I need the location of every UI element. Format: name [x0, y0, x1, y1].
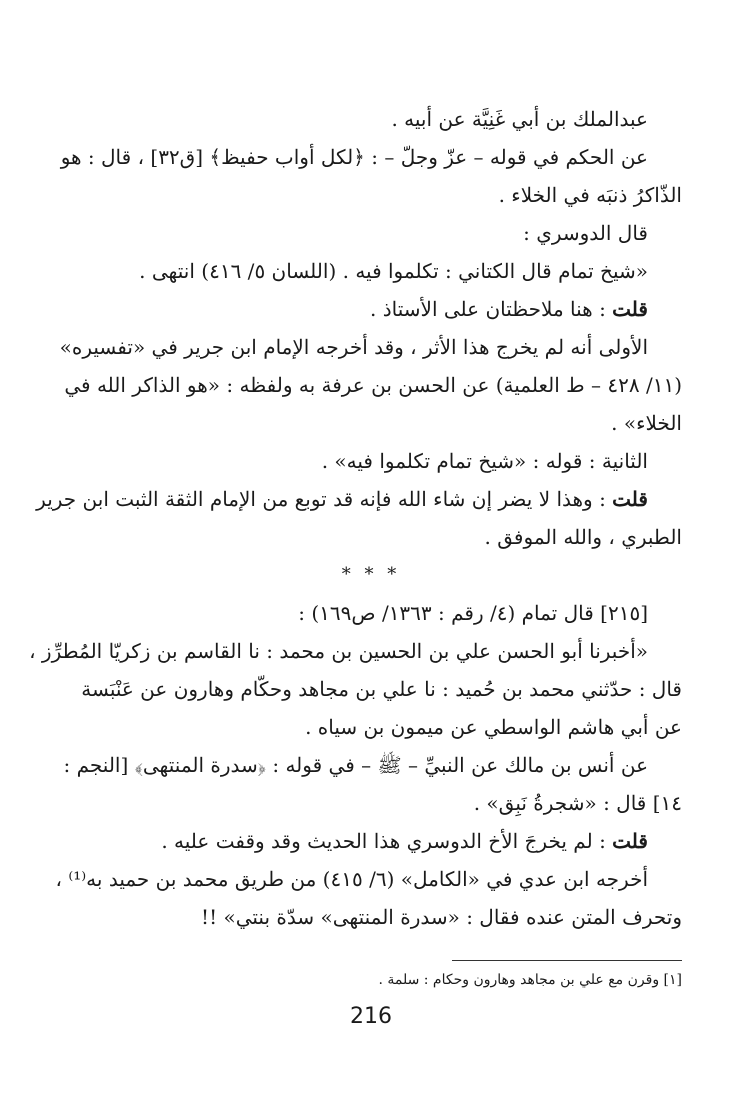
text-line: قال الدوسري : [523, 221, 648, 245]
text-line: عن الحكم في قوله – عزّ وجلّ – : ﴿لكل أواب حفيظ﴾ [ق٣٢] ، قال : هو [60, 145, 648, 169]
bold-label: قلت [612, 829, 648, 853]
text-line: الثانية : قوله : «شيخ تمام تكلموا فيه» . [321, 449, 648, 473]
text-line: الخلاء» . [611, 411, 682, 435]
text-line: قلت : وهذا لا يضر إن شاء الله فإنه قد توبع من الإمام الثقة الثبت ابن جرير [36, 487, 648, 511]
bold-label: قلت [612, 297, 648, 321]
text-line: الأولى أنه لم يخرج هذا الأثر ، وقد أخرجه الإمام ابن جرير في «تفسيره» [59, 335, 648, 359]
section-separator: * * * [341, 564, 401, 585]
page-number: 216 [350, 1004, 392, 1029]
text-line: عبدالملك بن أبي غَنِيَّة عن أبيه . [391, 107, 648, 131]
text-line: وتحرف المتن عنده فقال : «سدرة المنتهى» سدّة بنتي» !! [201, 905, 682, 929]
text-line: قلت : لم يخرجَ الأخ الدوسري هذا الحديث وقد وقفت عليه . [161, 829, 648, 853]
text-line: «شيخ تمام قال الكتاني : تكلموا فيه . (اللسان ٥/ ٤١٦) انتهى . [139, 259, 648, 283]
text-line: «أخبرنا أبو الحسن علي بن الحسين بن محمد : نا القاسم بن زكريّا المُطرِّز ، [29, 639, 648, 663]
footnote: [١] وقرن مع علي بن مجاهد وهارون وحكام : سلمة . [378, 972, 682, 988]
text-line: قلت : هنا ملاحظتان على الأستاذ . [370, 297, 648, 321]
text-line: عن أبي هاشم الواسطي عن ميمون بن سياه . [305, 715, 682, 739]
text-line: (١١/ ٤٢٨ – ط العلمية) عن الحسن بن عرفة به ولفظه : «هو الذاكر الله في [64, 373, 682, 397]
footnote-divider [452, 960, 682, 961]
bold-label: قلت [612, 487, 648, 511]
text-line: أخرجه ابن عدي في «الكامل» (٦/ ٤١٥) من طريق محمد بن حميد به⁽¹⁾ ، [55, 867, 648, 891]
text-line: الذّاكرُ ذنبَه في الخلاء . [498, 183, 682, 207]
text-line: [٢١٥] قال تمام (٤/ رقم : ١٣٦٣/ ص١٦٩) : [298, 601, 648, 625]
text-line: عن أنس بن مالك عن النبيِّ – ﷺ – في قوله : ﴿سدرة المنتهى﴾ [النجم : [63, 753, 648, 777]
text-line: الطبري ، والله الموفق . [484, 525, 682, 549]
text-line: ١٤] قال : «شجرةُ نَبِق» . [473, 791, 682, 815]
page-body [29, 100, 682, 1029]
text-line: قال : حدّثني محمد بن حُميد : نا علي بن مجاهد وحكّام وهارون عن عَنْبَسة [81, 677, 682, 701]
